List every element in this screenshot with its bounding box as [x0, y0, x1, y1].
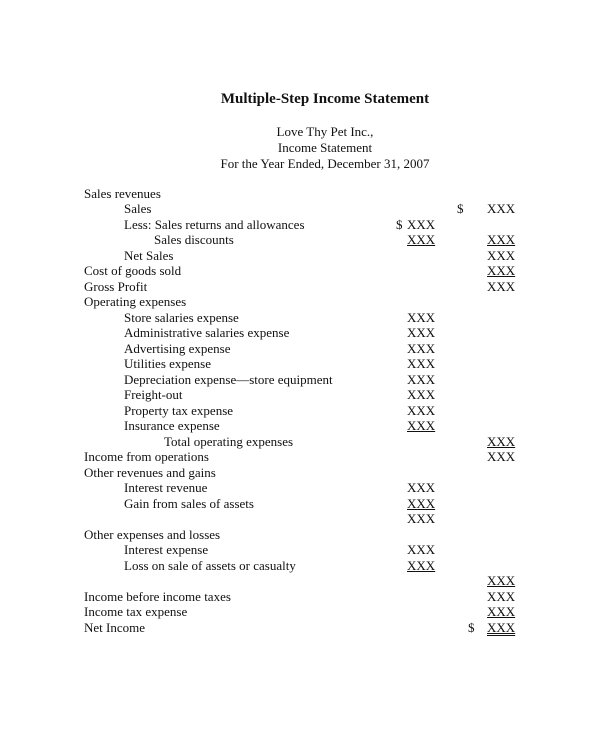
row-label: Interest expense [124, 542, 209, 557]
row-label: Interest revenue [124, 480, 208, 495]
row-label: Gross Profit [84, 279, 148, 294]
total-value: XXX [487, 279, 516, 294]
row-label: Property tax expense [124, 403, 234, 418]
statement-row [0, 201, 600, 217]
statement-row [0, 434, 600, 450]
detail-value: XXX [407, 542, 436, 557]
statement-row [0, 573, 600, 589]
row-label: Loss on sale of assets or casualty [124, 558, 296, 573]
statement-row [0, 480, 600, 496]
total-value: XXX [487, 263, 516, 278]
detail-value: XXX [407, 372, 436, 387]
detail-value: XXX [407, 356, 436, 371]
net-income-value: XXX [487, 620, 516, 635]
row-label: Sales discounts [154, 232, 234, 247]
row-label: Income from operations [84, 449, 209, 464]
statement-row [0, 325, 600, 341]
statement-row [0, 356, 600, 372]
total-value: XXX [487, 201, 516, 216]
statement-row [0, 403, 600, 419]
statement-row [0, 449, 600, 465]
row-label: Net Income [84, 620, 146, 635]
statement-row [0, 232, 600, 248]
total-value: XXX [487, 449, 516, 464]
row-label: Depreciation expense—store equipment [124, 372, 333, 387]
row-label: Cost of goods sold [84, 263, 182, 278]
statement-row [0, 542, 600, 558]
statement-row [0, 341, 600, 357]
detail-value: XXX [407, 310, 436, 325]
total-value: XXX [487, 589, 516, 604]
total-value: XXX [487, 434, 516, 449]
statement-row [0, 589, 600, 605]
row-label: Advertising expense [124, 341, 231, 356]
detail-value: XXX [407, 325, 436, 340]
row-label: Store salaries expense [124, 310, 239, 325]
statement-row [0, 263, 600, 279]
statement-row [0, 248, 600, 264]
detail-value: XXX [407, 558, 436, 573]
statement-row [0, 496, 600, 512]
statement-row [0, 217, 600, 233]
total-value: XXX [487, 604, 516, 619]
detail-value: XXX [407, 341, 436, 356]
detail-value: XXX [407, 232, 436, 247]
currency-symbol: $ [457, 201, 464, 216]
row-label: Utilities expense [124, 356, 212, 371]
row-label: Operating expenses [84, 294, 187, 309]
row-label: Gain from sales of assets [124, 496, 254, 511]
statement-row [0, 279, 600, 295]
total-value: XXX [487, 248, 516, 263]
statement-row [0, 372, 600, 388]
row-label: Total operating expenses [164, 434, 294, 449]
company-name: Love Thy Pet Inc., [276, 124, 374, 139]
detail-value: XXX [407, 418, 436, 433]
statement-row [0, 294, 600, 310]
row-label: Insurance expense [124, 418, 220, 433]
detail-value: XXX [407, 217, 436, 232]
total-value: XXX [487, 573, 516, 588]
statement-row [0, 620, 600, 636]
row-label: Freight-out [124, 387, 183, 402]
statement-period: For the Year Ended, December 31, 2007 [220, 156, 430, 171]
statement-row [0, 465, 600, 481]
row-label: Income before income taxes [84, 589, 231, 604]
row-label: Sales revenues [84, 186, 161, 201]
total-value: XXX [487, 232, 516, 247]
statement-row [0, 186, 600, 202]
statement-name: Income Statement [277, 140, 373, 155]
row-label: Other expenses and losses [84, 527, 221, 542]
statement-row [0, 604, 600, 620]
row-label: Income tax expense [84, 604, 188, 619]
row-label: Net Sales [124, 248, 174, 263]
currency-symbol: $ [396, 217, 403, 232]
statement-row [0, 387, 600, 403]
row-label: Less: Sales returns and allowances [124, 217, 305, 232]
statement-row [0, 527, 600, 543]
statement-row [0, 558, 600, 574]
statement-row [0, 511, 600, 527]
row-label: Other revenues and gains [84, 465, 216, 480]
currency-symbol: $ [468, 620, 475, 635]
detail-value: XXX [407, 480, 436, 495]
detail-value: XXX [407, 496, 436, 511]
row-label: Administrative salaries expense [124, 325, 290, 340]
detail-value: XXX [407, 403, 436, 418]
statement-row [0, 418, 600, 434]
detail-value: XXX [407, 387, 436, 402]
detail-value: XXX [407, 511, 436, 526]
page-title: Multiple-Step Income Statement [220, 91, 430, 107]
statement-row [0, 310, 600, 326]
row-label: Sales [124, 201, 152, 216]
